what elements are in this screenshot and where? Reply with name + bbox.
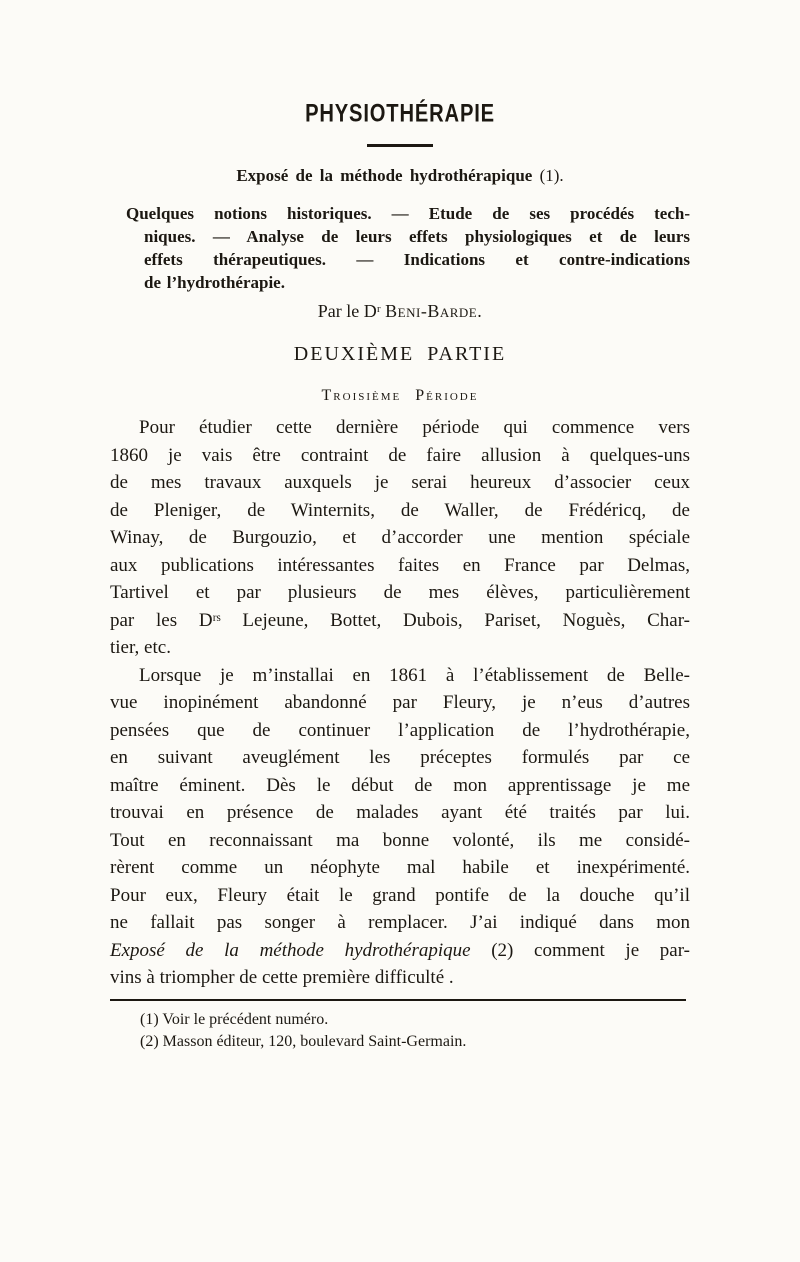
text-line: Tout en reconnaissant ma bonne volonté, ils me considé- bbox=[110, 829, 690, 851]
author-byline bbox=[110, 300, 690, 322]
text-line: pensées que de continuer l’application de l’hydrothérapie, bbox=[110, 719, 690, 741]
text-line: Pour eux, Fleury était le grand pontife de la douche qu’il bbox=[110, 884, 690, 906]
abstract-summary bbox=[126, 202, 690, 294]
subtitle-footnote-ref: (1). bbox=[532, 166, 564, 185]
author-name: Beni-Barde. bbox=[385, 301, 483, 321]
text-line: vins à triompher de cette première difficulté . bbox=[110, 967, 454, 988]
footnotes bbox=[110, 1009, 690, 1053]
title-divider-rule bbox=[367, 144, 433, 147]
text-line: par les Dʳˢ Lejeune, Bottet, Dubois, Pariset, Noguès, Char- bbox=[110, 609, 690, 631]
text-line: Pour étudier cette dernière période qui commence vers bbox=[139, 417, 690, 438]
text-line: (2) Masson éditeur, 120, boulevard Saint-Germain. bbox=[140, 1032, 467, 1050]
paragraph-2 bbox=[110, 662, 690, 992]
text-line: maître éminent. Dès le début de mon apprentissage je me bbox=[110, 774, 690, 796]
text-line: Lorsque je m’installai en 1861 à l’établissement de Belle- bbox=[139, 664, 690, 686]
text-line: Exposé de la méthode hydrothérapique (2) comment je par- bbox=[110, 939, 691, 961]
text-line: de Pleniger, de Winternits, de Waller, de Frédéricq, de bbox=[110, 499, 690, 521]
article-subtitle-text: Exposé de la méthode hydrothérapique bbox=[236, 166, 533, 185]
text-column bbox=[110, 0, 690, 1053]
text-line: trouvai en présence de malades ayant été traités par lui. bbox=[110, 802, 690, 823]
text-line: rèrent comme un néophyte mal habile et inexpérimenté. bbox=[110, 857, 690, 878]
page-title bbox=[110, 0, 690, 127]
text-line: en suivant aveuglément les préceptes formulés par ce bbox=[110, 747, 690, 768]
text-line: 1860 je vais être contraint de faire allusion à quelques-uns bbox=[110, 444, 690, 466]
paragraph-1 bbox=[110, 414, 690, 662]
text-line: effets thérapeutiques. — Indications et contre-indications bbox=[144, 250, 690, 269]
text-line: Tartivel et par plusieurs de mes élèves, particulièrement bbox=[110, 582, 690, 603]
text-line: de l’hydrothérapie. bbox=[144, 273, 285, 292]
text-line: vue inopinément abandonné par Fleury, je n’eus d’autres bbox=[110, 692, 690, 713]
text-line: niques. — Analyse de leurs effets physiologiques et de leurs bbox=[144, 227, 690, 246]
text-line: (1) Voir le précédent numéro. bbox=[140, 1010, 329, 1028]
text-line: de mes travaux auxquels je serai heureux d’associer ceux bbox=[110, 472, 690, 493]
article-subtitle bbox=[110, 166, 690, 186]
text-line: ne fallait pas songer à remplacer. J’ai indiqué dans mon bbox=[110, 912, 690, 933]
page-title-text: PHYSIOTHÉRAPIE bbox=[305, 99, 495, 128]
text-line: tier, etc. bbox=[110, 637, 171, 658]
byline-prefix: Par le Dʳ bbox=[317, 301, 386, 321]
text-line: Quelques notions historiques. — Etude de ses procédés tech- bbox=[126, 204, 690, 223]
text-line: Winay, de Burgouzio, et d’accorder une mention spéciale bbox=[110, 527, 690, 548]
part-heading: DEUXIÈME PARTIE bbox=[293, 343, 507, 365]
text-line: aux publications intéressantes faites en France par Delmas, bbox=[110, 554, 690, 576]
period-heading: Troisième Période bbox=[321, 387, 479, 404]
footnote-rule bbox=[110, 999, 686, 1001]
